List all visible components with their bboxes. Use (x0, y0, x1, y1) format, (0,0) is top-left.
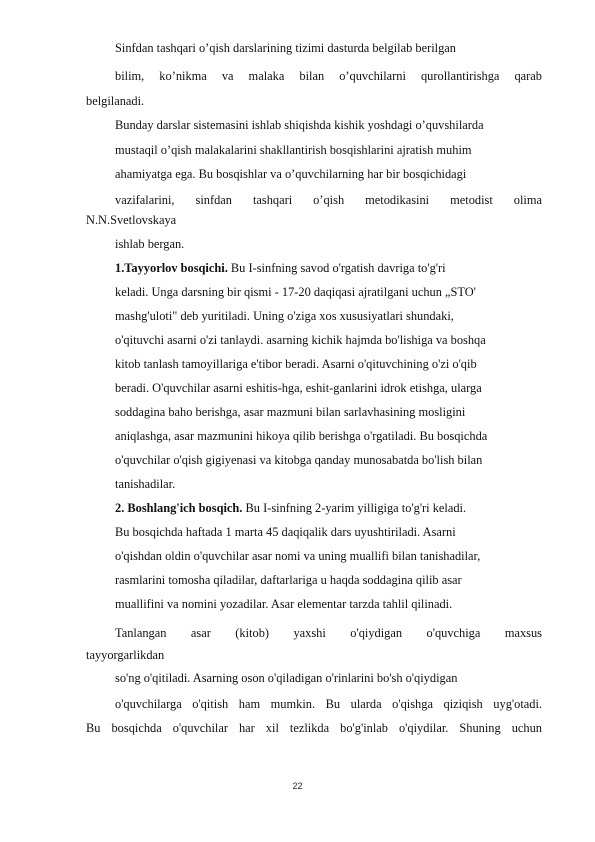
text-segment: Bu I-sinfning savod o'rgatish davriga to'g'ri (230, 261, 446, 275)
text-line: beradi. O'quvchilar asarni eshitis-hga, eshit-ganlarini idrok etishga, ularga (115, 381, 482, 395)
text-line: ishlab bergan. (115, 237, 185, 251)
text-line: Bu bosqichda haftada 1 marta 45 daqiqalik dars uyushtiriladi. Asarni (115, 525, 456, 539)
text-line: o'quvchilarga o'qitish ham mumkin. Bu ularda o'qishga qiziqish uyg'otadi. (115, 697, 542, 711)
text-segment: Bu I-sinfning 2-yarim yilligiga to'g'ri keladi. (245, 501, 467, 515)
section-heading-initial: 2. Boshlang'ich bosqich. (115, 501, 243, 515)
paragraph-line-with-heading (115, 501, 466, 516)
text-line: vazifalarini, sinfdan tashqari o’qish metodikasini metodist olima (115, 193, 542, 207)
text-line: Bunday darslar sistemasini ishlab shiqishda kishik yoshdagi o’quvshilarda (115, 118, 484, 132)
text-line: keladi. Unga darsning bir qismi - 17-20 daqiqasi ajratilgani uchun „STO' (115, 285, 476, 299)
text-line: tayyorgarlikdan (86, 648, 165, 662)
text-line: belgilanadi. (86, 94, 145, 108)
text-line: Tanlangan asar (kitob) yaxshi o'qiydigan o'quvchiga maxsus (115, 626, 542, 640)
text-line: N.N.Svetlovskaya (86, 213, 177, 227)
text-line: aniqlashga, asar mazmunini hikoya qilib berishga o'rgatiladi. Bu bosqichda (115, 429, 488, 443)
text-line: bilim, ko’nikma va malaka bilan o’quvchilarni qurollantirishga qarab (115, 69, 542, 83)
text-line: ahamiyatga ega. Bu bosqishlar va o’quvchilarning har bir bosqichidagi (115, 167, 467, 181)
text-line: o'qituvchi asarni o'zi tanlaydi. asarning kichik hajmda bo'lishiga va boshqa (115, 333, 486, 347)
text-line: tanishadilar. (115, 477, 176, 491)
paragraph-line-with-heading (115, 261, 446, 276)
section-heading-preparatory: 1.Tayyorlov bosqichi. (115, 261, 228, 275)
text-line: Bu bosqichda o'quvchilar har xil tezlikda bo'g'inlab o'qiydilar. Shuning uchun (86, 721, 542, 735)
text-line: soddagina baho berishga, asar mazmuni bilan sarlavhasining mosligini (115, 405, 466, 419)
text-line: o'qishdan oldin o'quvchilar asar nomi va uning muallifi bilan tanishadilar, (115, 549, 481, 563)
text-line: Sinfdan tashqari o’qish darslarining tizimi dasturda belgilab berilgan (115, 41, 457, 55)
text-line: muallifini va nomini yozadilar. Asar elementar tarzda tahlil qilinadi. (115, 597, 453, 611)
text-line: mustaqil o’qish malakalarini shakllantirish bosqishlarini ajratish muhim (115, 143, 472, 157)
text-line: o'quvchilar o'qish gigiyenasi va kitobga qanday munosabatda bo'lish bilan (115, 453, 483, 467)
page-number: 22 (292, 781, 303, 791)
text-line: kitob tanlash tamoyillariga e'tibor beradi. Asarni o'qituvchining o'zi o'qib (115, 357, 477, 371)
text-line: rasmlarini tomosha qiladilar, daftarlariga u haqda soddagina qilib asar (115, 573, 462, 587)
text-line: so'ng o'qitiladi. Asarning oson o'qiladigan o'rinlarini bo'sh o'qiydigan (115, 671, 458, 685)
text-line: mashg'uloti" deb yuritiladi. Uning o'ziga xos xususiyatlari shundaki, (115, 309, 454, 323)
